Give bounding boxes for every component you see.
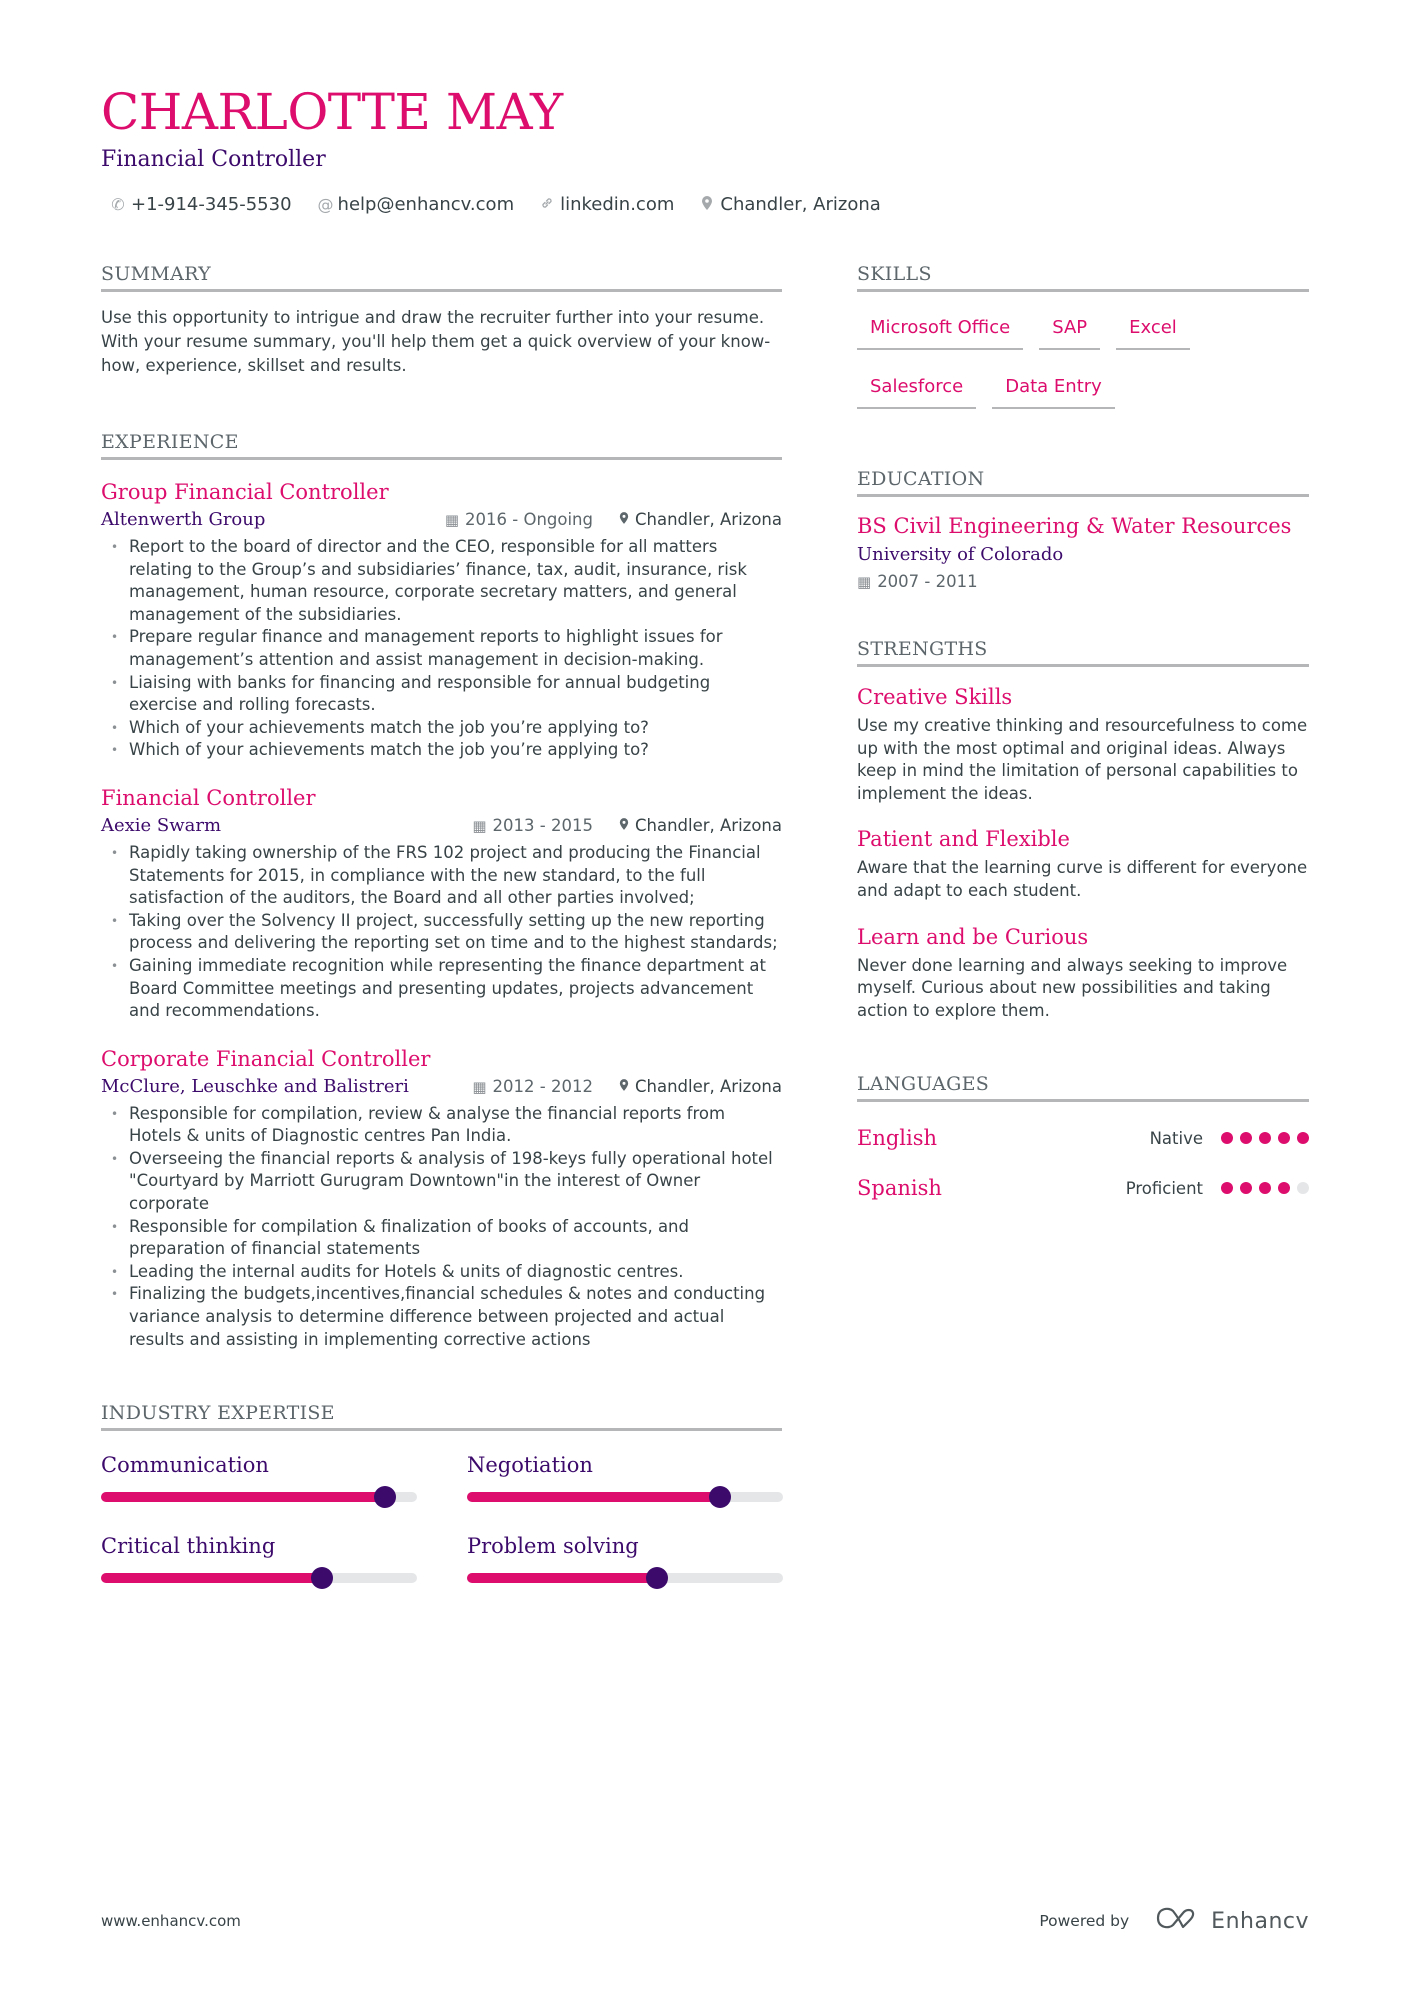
expertise-label: Communication — [101, 1453, 269, 1478]
job-location: Chandler, Arizona — [619, 510, 782, 529]
company-name: Altenwerth Group — [101, 509, 266, 530]
language-level: Proficient — [1125, 1178, 1203, 1198]
contact-email[interactable] — [318, 194, 515, 215]
calendar-icon: ▦ — [857, 573, 872, 591]
resume-header — [101, 82, 881, 215]
language-level: Native — [1149, 1128, 1203, 1148]
skill-tag: Data Entry — [992, 371, 1115, 409]
expertise-item — [101, 1451, 417, 1502]
bullet-item: • Liaising with banks for financing and responsible for annual budgeting exercise and rolling forecasts. — [101, 672, 782, 717]
strength-item — [857, 683, 1309, 805]
strength-title: Creative Skills — [857, 685, 1013, 709]
job-bullets — [101, 1103, 782, 1352]
expertise-label: Negotiation — [467, 1453, 593, 1478]
right-column — [857, 262, 1309, 1242]
bullet-item: • Rapidly taking ownership of the FRS 102 project and producing the Financial Statements for 2015, in compliance with the new standard, to the full satisfaction of the auditors, the Board and all other parties involved; — [101, 842, 782, 910]
proficiency-dots — [1221, 1182, 1309, 1194]
experience-heading: EXPERIENCE — [101, 430, 782, 460]
bullet-item: • Responsible for compilation & finalization of books of accounts, and preparation of financial statements — [101, 1216, 782, 1261]
dot-filled — [1221, 1182, 1233, 1194]
bullet-item: • Responsible for compilation, review & analyse the financial reports from Hotels & units of Diagnostic centres Pan India. — [101, 1103, 782, 1148]
expertise-label: Problem solving — [467, 1534, 639, 1559]
education-dates: ▦ 2007 - 2011 — [857, 572, 978, 591]
skill-tags — [857, 312, 1309, 409]
slider-fill — [467, 1573, 657, 1583]
language-name: Spanish — [857, 1176, 942, 1201]
language-row — [857, 1124, 1309, 1152]
candidate-name: CHARLOTTE MAY — [101, 83, 563, 141]
bullet-item: • Which of your achievements match the job you’re applying to? — [101, 739, 782, 762]
job-meta-row — [101, 814, 782, 838]
language-name: English — [857, 1126, 938, 1151]
industry-expertise-section — [101, 1401, 782, 1583]
slider-knob — [374, 1486, 396, 1508]
job-meta — [472, 1077, 782, 1096]
job-meta — [472, 816, 782, 835]
slider-fill — [101, 1573, 322, 1583]
expertise-item — [101, 1532, 417, 1583]
job-meta — [445, 510, 782, 529]
contact-row — [101, 194, 881, 215]
dot-filled — [1259, 1182, 1271, 1194]
slider-knob — [311, 1567, 333, 1589]
job-bullets — [101, 536, 782, 762]
industry-expertise-heading: INDUSTRY EXPERTISE — [101, 1401, 782, 1431]
dot-filled — [1221, 1132, 1233, 1144]
education-degree: BS Civil Engineering & Water Resources — [857, 514, 1292, 538]
dot-filled — [1240, 1182, 1252, 1194]
job-meta-row — [101, 1075, 782, 1099]
expertise-slider — [467, 1573, 783, 1583]
dot-filled — [1259, 1132, 1271, 1144]
strength-description: Aware that the learning curve is different for everyone and adapt to each student. — [857, 858, 1308, 900]
expertise-label: Critical thinking — [101, 1534, 276, 1559]
experience-section — [101, 430, 782, 1351]
powered-by-label: Powered by — [1039, 1912, 1130, 1930]
enhancv-wordmark: Enhancv — [1211, 1908, 1309, 1934]
calendar-icon: ▦ — [472, 1077, 487, 1096]
summary-heading: SUMMARY — [101, 262, 782, 292]
slider-fill — [467, 1492, 720, 1502]
job-dates: ▦ 2012 - 2012 — [472, 1076, 593, 1096]
strength-item — [857, 923, 1309, 1023]
summary-section — [101, 262, 782, 378]
strength-title: Patient and Flexible — [857, 827, 1070, 852]
location-icon — [700, 195, 714, 215]
expertise-item — [467, 1532, 783, 1583]
email-text: help@enhancv.com — [337, 194, 515, 215]
expertise-slider — [101, 1573, 417, 1583]
company-name: McClure, Leuschke and Balistreri — [101, 1075, 409, 1097]
enhancv-logo-icon — [1155, 1906, 1201, 1936]
expertise-grid — [101, 1451, 782, 1583]
dot-filled — [1278, 1132, 1290, 1144]
job-entry — [101, 478, 782, 762]
job-dates: ▦ 2013 - 2015 — [472, 815, 593, 835]
education-heading: EDUCATION — [857, 467, 1309, 497]
job-bullets — [101, 842, 782, 1023]
location-text: Chandler, Arizona — [720, 194, 881, 215]
strengths-heading: STRENGTHS — [857, 637, 1309, 667]
language-proficiency — [1150, 1129, 1309, 1148]
languages-heading: LANGUAGES — [857, 1072, 1309, 1102]
language-proficiency — [1126, 1179, 1309, 1198]
contact-linkedin[interactable] — [540, 194, 674, 215]
contact-location — [700, 194, 880, 215]
strength-item — [857, 825, 1309, 902]
skill-tag: Microsoft Office — [857, 312, 1023, 350]
dot-filled — [1297, 1132, 1309, 1144]
slider-fill — [101, 1492, 385, 1502]
calendar-icon: ▦ — [472, 816, 487, 835]
job-title: Group Financial Controller — [101, 480, 389, 504]
summary-text: Use this opportunity to intrigue and draw the recruiter further into your resume. With your resume summary, you'll help them get a quick overview of your know-how, experience, skillset and results. — [101, 308, 771, 375]
dot-empty — [1297, 1182, 1309, 1194]
bullet-item: • Report to the board of director and the CEO, responsible for all matters relating to the Group’s and subsidiaries’ finance, tax, audit, insurance, risk management, human resource, corporate secretary matters, and general management of the subsidiaries. — [101, 536, 782, 626]
left-column — [101, 262, 782, 1623]
job-dates: ▦ 2016 - Ongoing — [444, 510, 593, 529]
job-location: Chandler, Arizona — [619, 816, 782, 835]
skill-tag: SAP — [1039, 312, 1100, 350]
bullet-item: • Overseeing the financial reports & analysis of 198-keys fully operational hotel "Courtyard by Marriott Gurugram Downtown"in the interest of Owner corporate — [101, 1148, 782, 1216]
job-entry — [101, 1045, 782, 1352]
skill-tag: Salesforce — [857, 371, 976, 409]
location-icon — [619, 511, 629, 529]
skill-tag: Excel — [1116, 312, 1190, 350]
strength-description: Use my creative thinking and resourcefulness to come up with the most optimal and original ideas. Always keep in mind the limitation of personal capabilities to implement the ideas. — [857, 716, 1308, 803]
candidate-title: Financial Controller — [101, 147, 326, 172]
proficiency-dots — [1221, 1132, 1309, 1144]
strength-description: Never done learning and always seeking to improve myself. Curious about new possibilities and taking action to explore them. — [857, 955, 1288, 1020]
bullet-item: • Taking over the Solvency II project, successfully setting up the new reporting process and delivering the reporting set on time and to the highest standards; — [101, 910, 782, 955]
slider-knob — [646, 1567, 668, 1589]
footer-website-link[interactable]: www.enhancv.com — [101, 1912, 241, 1930]
slider-knob — [709, 1486, 731, 1508]
enhancv-logo[interactable] — [1155, 1906, 1309, 1936]
job-title: Financial Controller — [101, 785, 316, 810]
skills-heading: SKILLS — [857, 262, 1309, 292]
skills-section — [857, 262, 1309, 409]
bullet-item: • Which of your achievements match the job you’re applying to? — [101, 717, 782, 740]
bullet-item: • Prepare regular finance and management reports to highlight issues for management’s attention and assist management in decision-making. — [101, 626, 782, 671]
calendar-icon: ▦ — [444, 511, 460, 529]
link-icon — [540, 195, 554, 214]
powered-by — [1039, 1906, 1309, 1936]
expertise-slider — [467, 1492, 783, 1502]
location-icon — [619, 817, 629, 835]
bullet-item: • Leading the internal audits for Hotels & units of diagnostic centres. — [101, 1261, 782, 1284]
job-entry — [101, 784, 782, 1023]
phone-icon: ✆ — [111, 195, 125, 214]
languages-section — [857, 1072, 1309, 1202]
expertise-item — [467, 1451, 783, 1502]
strength-title: Learn and be Curious — [857, 924, 1089, 949]
bullet-item: • Gaining immediate recognition while representing the finance department at Board Committee meetings and presenting updates, projects advancement and recommendations. — [101, 955, 782, 1023]
job-meta-row — [101, 508, 782, 532]
at-icon: @ — [317, 195, 334, 214]
bullet-item: • Finalizing the budgets,incentives,financial schedules & notes and conducting variance analysis to determine difference between projected and actual results and assisting in implementing corrective actions — [101, 1283, 782, 1351]
contact-phone[interactable] — [111, 194, 292, 215]
expertise-slider — [101, 1492, 417, 1502]
job-title: Corporate Financial Controller — [101, 1046, 431, 1071]
company-name: Aexie Swarm — [101, 814, 222, 836]
dot-filled — [1240, 1132, 1252, 1144]
strengths-section — [857, 637, 1309, 1022]
job-location: Chandler, Arizona — [619, 1077, 782, 1096]
education-school: University of Colorado — [857, 544, 1064, 565]
linkedin-text: linkedin.com — [560, 194, 675, 215]
education-section — [857, 467, 1309, 591]
footer — [101, 1906, 1309, 1936]
phone-text: +1-914-345-5530 — [131, 194, 292, 215]
dot-filled — [1278, 1182, 1290, 1194]
location-icon — [619, 1078, 629, 1096]
language-row — [857, 1174, 1309, 1202]
